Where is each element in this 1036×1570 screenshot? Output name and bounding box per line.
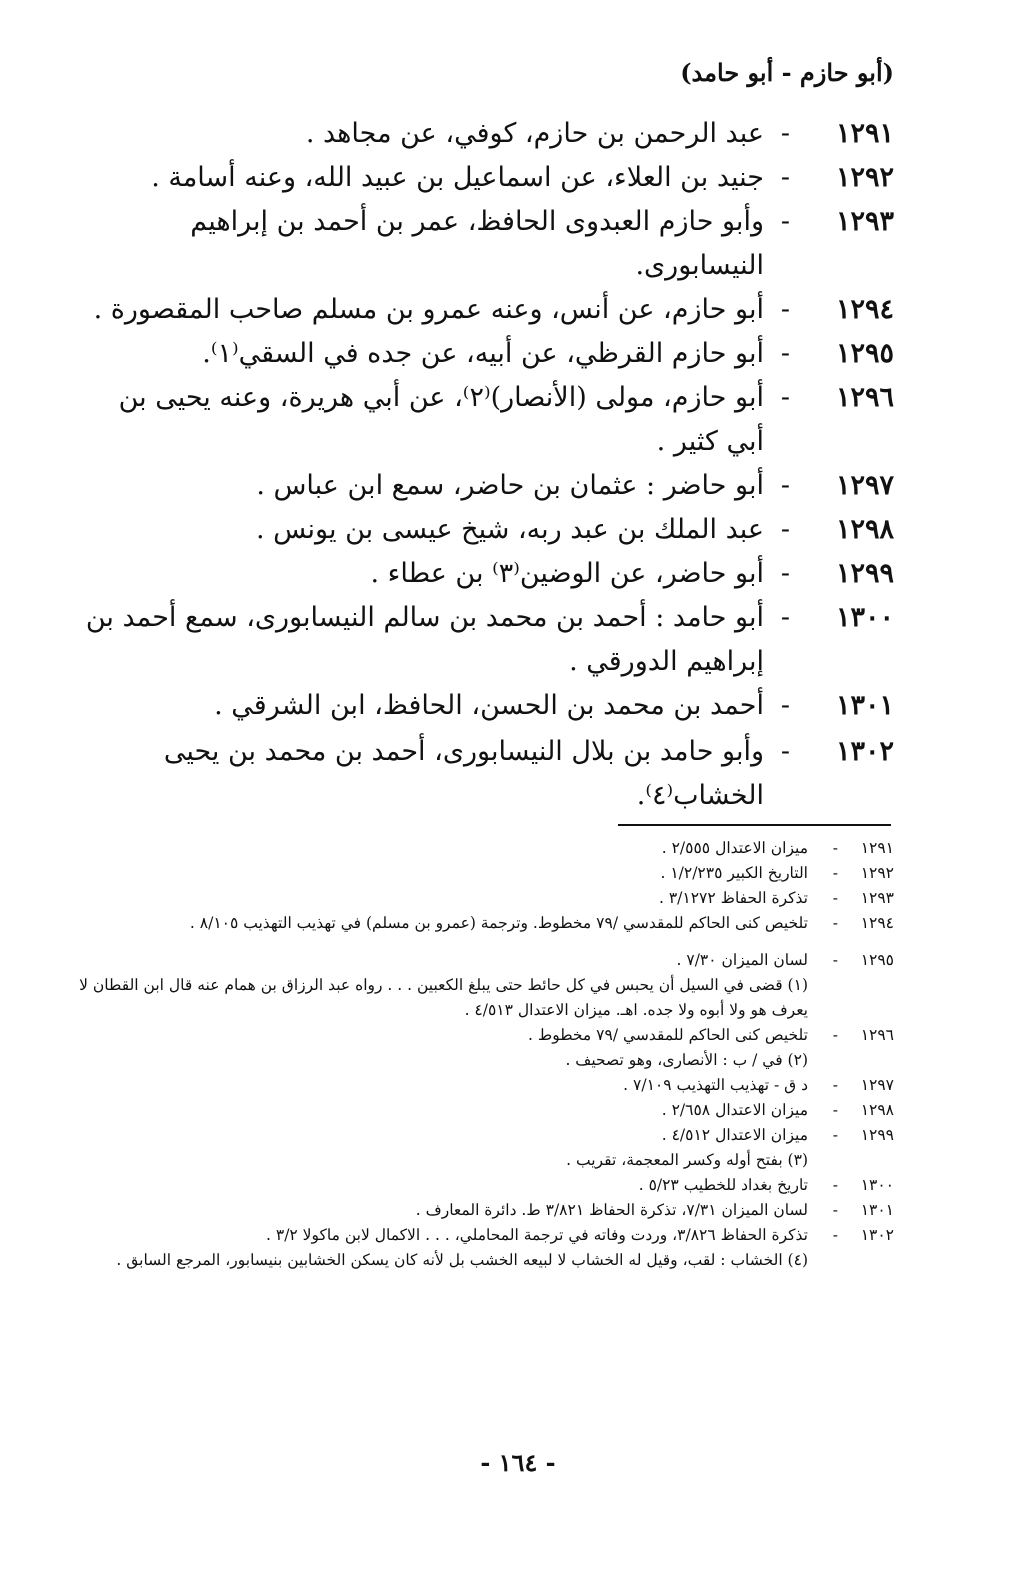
footnote-number: ١٣٠١: [860, 1201, 894, 1219]
footnote-1293: [74, 886, 894, 911]
footnote-number: ١٢٩٤: [860, 914, 894, 932]
footnote-note-2: (٢) في / ب : الأنصارى، وهو تصحيف .: [565, 1051, 808, 1069]
entry-1294: [74, 288, 894, 332]
footnote-text: لسان الميزان ٧/٣١، تذكرة الحفاظ ٣/٨٢١ ط. دائرة المعارف .: [415, 1201, 808, 1219]
entry-dash: -: [780, 558, 790, 589]
entry-1300: [74, 596, 894, 684]
entry-dash: -: [780, 736, 790, 767]
footnote-1299: [74, 1123, 894, 1148]
entry-number: ١٢٩٩: [835, 558, 894, 589]
entry-1299: [74, 552, 894, 596]
footnote-dash: -: [832, 1101, 838, 1119]
footnote-dash: -: [832, 1226, 838, 1244]
footnote-text: تذكرة الحفاظ ٣/١٢٧٢ .: [658, 889, 808, 907]
entry-number: ١٢٩١: [835, 118, 894, 149]
page-number: - ١٦٤ -: [480, 1448, 556, 1477]
entry-dash: -: [780, 118, 790, 149]
footnote-dash: -: [832, 1076, 838, 1094]
footnote-1294: [74, 911, 894, 936]
footnote-dash: -: [832, 864, 838, 882]
entry-dash: -: [780, 470, 790, 501]
entry-1301: [74, 684, 894, 728]
footnote-1297: [74, 1073, 894, 1098]
entry-text: أبو حامد : أحمد بن محمد بن سالم النيسابورى، سمع أحمد بن إبراهيم الدورقي .: [85, 602, 764, 677]
running-header: (أبو حازم - أبو حامد): [680, 58, 894, 87]
footnote-1302: [74, 1223, 894, 1248]
entry-text: جنيد بن العلاء، عن اسماعيل بن عبيد الله، وعنه أسامة .: [151, 162, 764, 193]
footnote-dash: -: [832, 839, 838, 857]
entry-number: ١٢٩٣: [835, 206, 894, 237]
footnote-dash: -: [832, 914, 838, 932]
footnote-number: ١٢٩٢: [860, 864, 894, 882]
entry-number: ١٣٠١: [835, 690, 894, 721]
footnote-text: ميزان الاعتدال ٢/٦٥٨ .: [661, 1101, 808, 1119]
entry-dash: -: [780, 206, 790, 237]
footnote-number: ١٢٩١: [860, 839, 894, 857]
footnote-note-4: (٤) الخشاب : لقب، وقيل له الخشاب لا لبيعه الخشب بل لأنه كان يسكن الخشابين بنيسابور، المرجع السابق .: [116, 1251, 808, 1269]
footnote-1296: [74, 1023, 894, 1048]
footnote-separator: [618, 824, 891, 826]
entry-dash: -: [780, 690, 790, 721]
entry-text: أحمد بن محمد بن الحسن، الحافظ، ابن الشرقي .: [214, 690, 764, 721]
footnote-text: تلخيص كنى الحاكم للمقدسي /٧٩ مخطوط. وترجمة (عمرو بن مسلم) في تهذيب التهذيب ٨/١٠٥ .: [189, 914, 808, 932]
entry-number: ١٢٩٥: [835, 338, 894, 369]
footnote-1295: [74, 948, 894, 973]
entry-1292: [74, 156, 894, 200]
spacer: [74, 936, 894, 948]
entry-number: ١٢٩٧: [835, 470, 894, 501]
footnote-number: ١٢٩٧: [860, 1076, 894, 1094]
entry-1298: [74, 508, 894, 552]
footnote-number: ١٢٩٩: [860, 1126, 894, 1144]
entry-dash: -: [780, 294, 790, 325]
entry-dash: -: [780, 514, 790, 545]
entries-list: [74, 112, 894, 818]
footnote-text: تلخيص كنى الحاكم للمقدسي /٧٩ مخطوط .: [528, 1026, 808, 1044]
entry-number: ١٢٩٨: [835, 514, 894, 545]
entry-text: أبو حازم، مولى (الأنصار)⁽٢⁾، عن أبي هريرة، وعنه يحيى بن أبي كثير .: [118, 382, 764, 457]
footnote-1300: [74, 1173, 894, 1198]
entry-number: ١٢٩٤: [835, 294, 894, 325]
footnote-text: ميزان الاعتدال ٤/٥١٢ .: [661, 1126, 808, 1144]
footnote-number: ١٣٠٢: [860, 1226, 894, 1244]
footnote-1298: [74, 1098, 894, 1123]
entry-text: عبد الملك بن عبد ربه، شيخ عيسى بن يونس .: [255, 514, 764, 545]
entry-1297: [74, 464, 894, 508]
entry-text: أبو حازم، عن أنس، وعنه عمرو بن مسلم صاحب المقصورة .: [93, 294, 764, 325]
footnote-note-1: (١) قضى في السيل أن يحبس في كل حائط حتى يبلغ الكعبين . . . رواه عبد الرزاق بن همام عنه قال ابن القطان لا يعرف هو ولا أبوه ولا جده. اهـ. ميزان الاعتدال ٤/٥١٣ .: [79, 976, 808, 1019]
entry-number: ١٣٠٢: [835, 736, 894, 767]
entry-1291: [74, 112, 894, 156]
entry-1293: [74, 200, 894, 288]
entry-text: أبو حاضر : عثمان بن حاضر، سمع ابن عباس .: [256, 470, 764, 501]
entry-text: وأبو حامد بن بلال النيسابورى، أحمد بن محمد بن يحيى الخشاب⁽٤⁾.: [163, 736, 764, 811]
entry-text: أبو حازم القرظي، عن أبيه، عن جده في السقي⁽١⁾.: [202, 338, 764, 369]
entry-1295: [74, 332, 894, 376]
footnote-number: ١٢٩٨: [860, 1101, 894, 1119]
entry-1296: [74, 376, 894, 464]
footnote-number: ١٢٩٦: [860, 1026, 894, 1044]
footnotes: [74, 836, 894, 1273]
footnote-dash: -: [832, 1176, 838, 1194]
entry-dash: -: [780, 382, 790, 413]
footnote-dash: -: [832, 1126, 838, 1144]
footnote-text: التاريخ الكبير ١/٢/٢٣٥ .: [660, 864, 808, 882]
entry-number: ١٣٠٠: [835, 602, 894, 633]
footnote-dash: -: [832, 1201, 838, 1219]
footnote-1301: [74, 1198, 894, 1223]
entry-dash: -: [780, 162, 790, 193]
entry-dash: -: [780, 338, 790, 369]
entry-text: أبو حاضر، عن الوضين⁽٣⁾ بن عطاء .: [370, 558, 764, 589]
footnote-dash: -: [832, 951, 838, 969]
entry-dash: -: [780, 602, 790, 633]
footnote-number: ١٢٩٣: [860, 889, 894, 907]
footnote-1292: [74, 861, 894, 886]
footnote-1291: [74, 836, 894, 861]
footnote-text: د ق - تهذيب التهذيب ٧/١٠٩ .: [623, 1076, 808, 1094]
entry-text: عبد الرحمن بن حازم، كوفي، عن مجاهد .: [305, 118, 764, 149]
entry-text: وأبو حازم العبدوى الحافظ، عمر بن أحمد بن إبراهيم النيسابورى.: [190, 206, 764, 281]
entry-1302: [74, 730, 894, 818]
footnote-dash: -: [832, 1026, 838, 1044]
footnote-number: ١٣٠٠: [860, 1176, 894, 1194]
footnote-text: تذكرة الحفاظ ٣/٨٢٦، وردت وفاته في ترجمة المحاملي، . . . الاكمال لابن ماكولا ٣/٢ .: [266, 1226, 808, 1244]
footnote-text: تاريخ بغداد للخطيب ٥/٢٣ .: [638, 1176, 808, 1194]
footnote-text: ميزان الاعتدال ٢/٥٥٥ .: [661, 839, 808, 857]
entry-number: ١٢٩٢: [835, 162, 894, 193]
footnote-dash: -: [832, 889, 838, 907]
footnote-note-3: (٣) بفتح أوله وكسر المعجمة، تقريب .: [566, 1151, 808, 1169]
entry-number: ١٢٩٦: [835, 382, 894, 413]
footnote-number: ١٢٩٥: [860, 951, 894, 969]
footnote-text: لسان الميزان ٧/٣٠ .: [676, 951, 808, 969]
